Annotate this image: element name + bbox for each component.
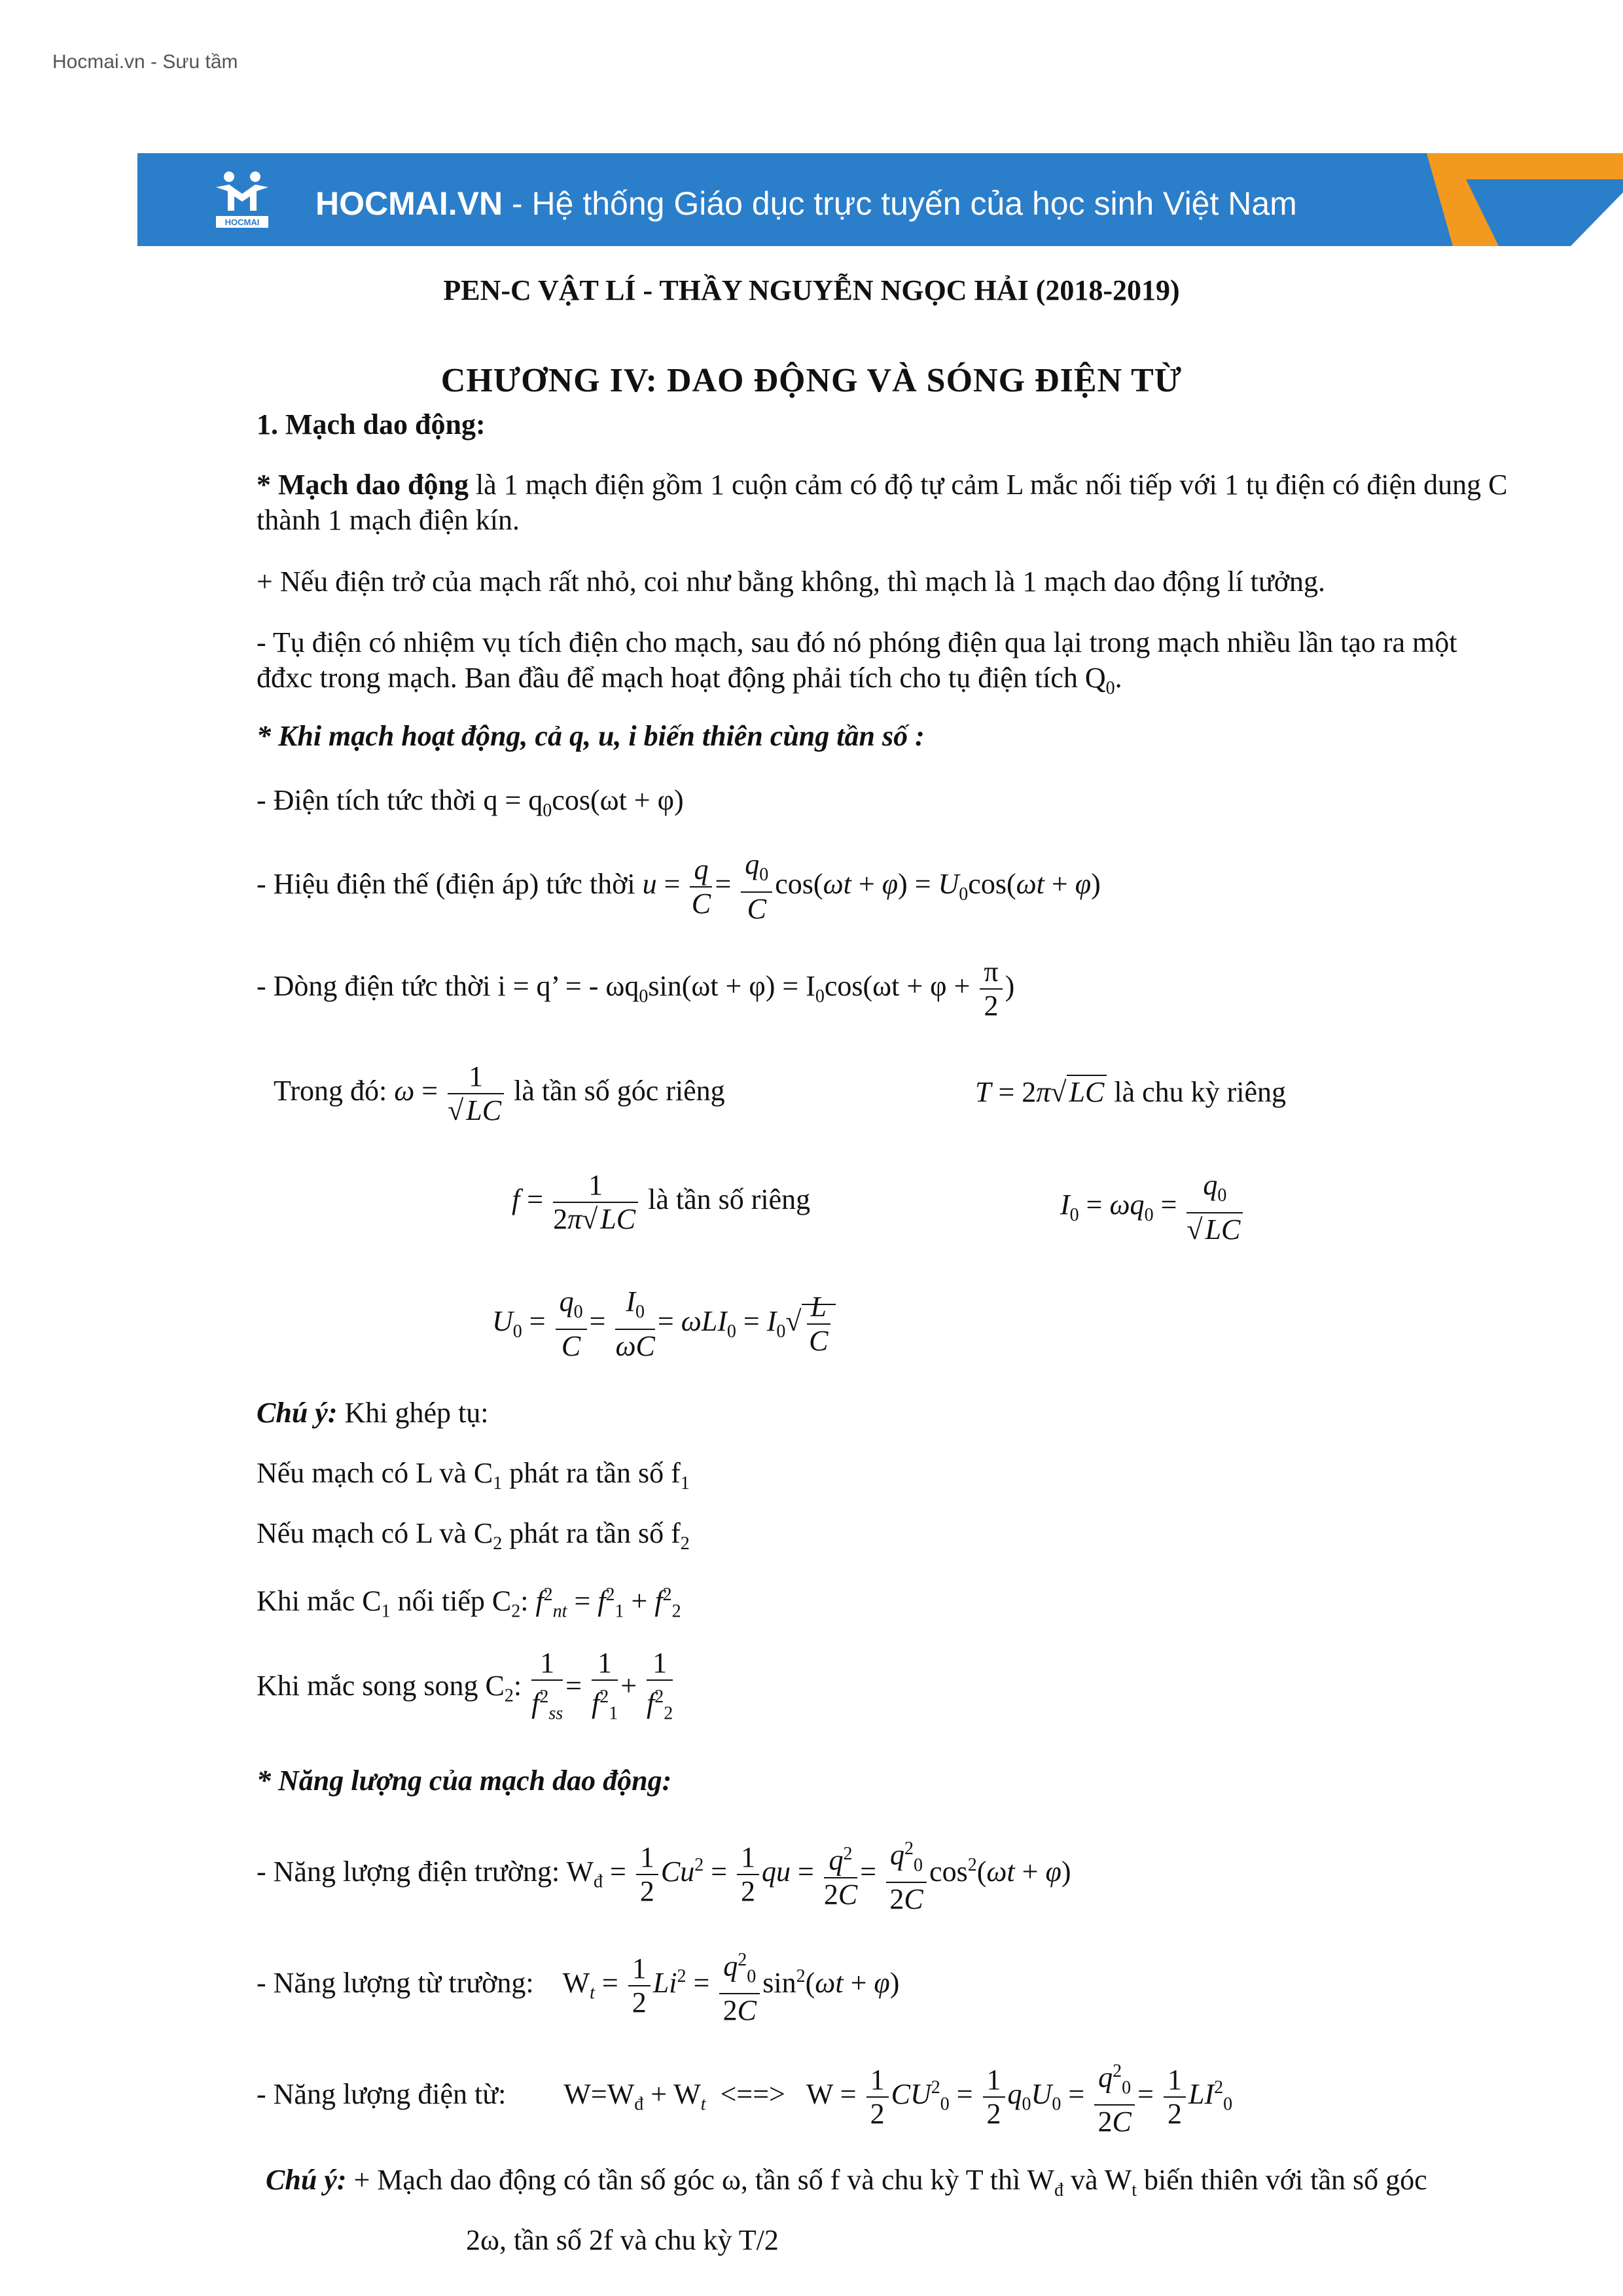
banner-orange-accent (1427, 153, 1623, 246)
capacitor-paragraph: - Tụ điện có nhiệm vụ tích điện cho mạch, sau đó nó phóng điện qua lại trong mạch nhiều lần tạo ra một đđxc trong mạch. Ban đầu để mạch hoạt động phải tích cho tụ điện tích $Q_0$. (257, 626, 1457, 698)
definition-term: * Mạch dao động (257, 469, 469, 501)
capacitor-text: - Tụ điện có nhiệm vụ tích điện cho mạch, sau đó nó phóng điện qua lại trong mạch nhiều lần tạo ra một đđxc trong mạch. Ban đầu để mạch hoạt động phải tích cho tụ điện tích Q (257, 626, 1457, 694)
brand-text (315, 185, 1297, 223)
energy-heading: * Năng lượng của mạch dao động: (257, 1765, 672, 1797)
hocmai-logo-icon (209, 168, 275, 233)
definition-paragraph (257, 467, 1513, 538)
f2-line: Nếu mạch có L và $C_2$ phát ra tần số $f_2$ (257, 1517, 690, 1554)
brand-tagline: - Hệ thống Giáo dục trực tuyến của học sinh Việt Nam (503, 185, 1297, 222)
magnetic-energy-formula: - Năng lượng từ trường: $W_t$ = $\frac{1}{2}$ $Li^2$ = $\frac{q^2_0}{2C}$ $\sin^2(\omega t + \varphi)$ (257, 1944, 899, 2027)
frequency-formula: f = $\frac{1}{2\pi√LC}$ là tần số riêng (512, 1169, 811, 1235)
parallel-formula: Khi mắc song song $C_2$: $\frac{1}{f^2_{ss}}$ = $\frac{1}{f^2_1}$ + $\frac{1}{f^2_2}$ (257, 1647, 673, 1724)
charge-formula: - Điện tích tức thời $q = q_0\cos(\omega t + \varphi)$ (257, 784, 684, 821)
chapter-title: CHƯƠNG IV: DAO ĐỘNG VÀ SÓNG ĐIỆN TỪ (440, 362, 1183, 399)
current-formula: - Dòng điện tức thời i = q’ = - $\omega q_0\sin(\omega t + \varphi) = I_0\cos(\omega t + \varphi$ + $\frac{\pi}{2}$ ) (257, 956, 1015, 1022)
f1-line: Nếu mạch có L và $C_1$ phát ra tần số $f_1$ (257, 1457, 690, 1494)
course-title: PEN-C VẬT LÍ - THẦY NGUYỄN NGỌC HẢI (2018-2019) (443, 274, 1180, 306)
energy-note-line2: 2ω, tần số 2f và chu kỳ T/2 (466, 2224, 779, 2256)
voltage-amplitude-formula: $U_0$ = $\frac{q_0}{C}$ = $\frac{I_0}{\omega C}$ = $\omega LI_0 = I_0√$ $\frac{L}{C}$ (492, 1285, 836, 1363)
definition-text: là 1 mạch điện gồm 1 cuộn cảm có độ tự cảm L mắc nối tiếp với 1 tụ điện có điện dung C thành 1 mạch điện kín. (257, 469, 1508, 536)
voltage-formula: - Hiệu điện thế (điện áp) tức thời u = $\frac{q}{C}$ = $\frac{q_0}{C}$ $\cos(\omega t + \varphi) = U_0\cos(\omega t + \varphi)$ (257, 848, 1101, 925)
series-formula: Khi mắc $C_1$ nối tiếp $C_2$: $f^2_{nt} = f^2_1 + f^2_2$ (257, 1585, 681, 1622)
brand-name: HOCMAI.VN (315, 185, 503, 222)
electric-energy-formula: - Năng lượng điện trường: $W_đ$ = $\frac{1}{2}$ $Cu^2$ = $\frac{1}{2}$ qu = $\frac{q^2}{2C}$ = $\frac{q^2_0}{2C}$ $\cos^2(\omega t + \varphi)$ (257, 1833, 1071, 1916)
energy-note: Chú ý: + Mạch dao động có tần số góc ω, tần số f và chu kỳ T thì $W_đ$ và $W_t$ biến thiên với tần số góc (266, 2164, 1427, 2200)
omega-formula: Trong đó: ω = $\frac{1}{√LC}$ là tần số góc riêng (274, 1060, 725, 1126)
current-amplitude-formula: $I_0 = \omega q_0$ = $\frac{q_0}{√LC}$ (1060, 1169, 1245, 1246)
svg-text:HOCMAI: HOCMAI (224, 217, 260, 227)
ideal-circuit-note: + Nếu điện trở của mạch rất nhỏ, coi như bằng không, thì mạch là 1 mạch dao động lí tưởng. (257, 565, 1325, 598)
capacitor-note: Chú ý: Khi ghép tụ: (257, 1397, 489, 1429)
section-heading: 1. Mạch dao động: (257, 408, 486, 440)
same-frequency-heading: * Khi mạch hoạt động, cả q, u, i biến thiên cùng tần số : (257, 720, 925, 752)
em-energy-formula: - Năng lượng điện từ: $W=W_đ + W_t$ <==> W = $\frac{1}{2}$ $CU^2_0$ = $\frac{1}{2}$ $q_0U_0$ = $\frac{q^2_0}{2C}$ = $\frac{1}{2}$ $LI^2_0$ (257, 2055, 1232, 2138)
period-formula: T = 2π√LC là chu kỳ riêng (975, 1076, 1287, 1108)
source-note: Hocmai.vn - Sưu tầm (52, 51, 238, 73)
